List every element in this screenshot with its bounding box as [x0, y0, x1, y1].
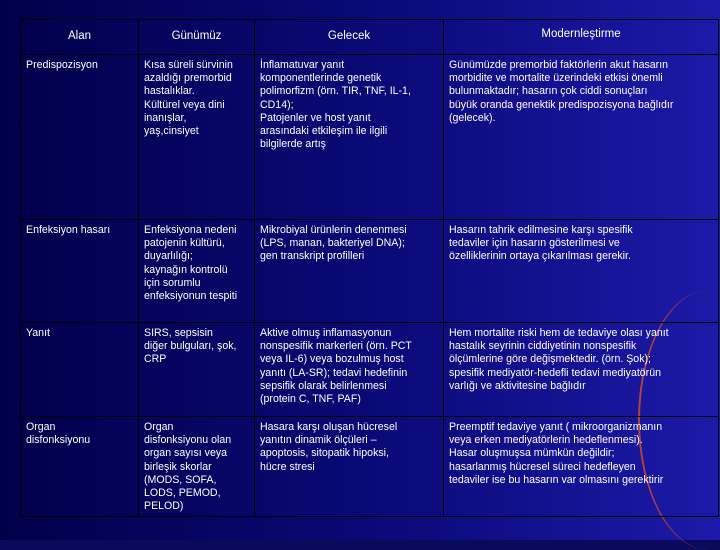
cell-text-line: Hasara karşı oluşan hücresel	[260, 421, 398, 433]
cell-text-line: gen transkript profilleri	[260, 250, 365, 263]
cell-text-line: varlığı ve aktivitesine bağlıdır	[449, 379, 586, 392]
table-cell-alan	[21, 417, 139, 517]
cell-text-line: nonspesifik markerleri (örn. PCT	[260, 340, 412, 353]
cell-text-line: bulunmaktadır; hasarın çok ciddi sonuçları	[449, 85, 648, 98]
cell-text-line: Kültürel veya dini	[144, 98, 225, 111]
cell-text-line: Günümüzde premorbid faktörlerin akut hasarın	[449, 59, 669, 71]
table-cell-modern	[444, 220, 719, 323]
cell-text-line: yanıtın dinamik ölçüleri –	[260, 434, 377, 447]
cell-text-line: Predispozisyon	[26, 59, 98, 71]
table-cell-alan	[21, 220, 139, 323]
cell-text-line: disfonksiyonu olan	[144, 434, 232, 447]
cell-text-line: hastalık seyrinin ciddiyetinin nonspesifik	[449, 340, 637, 353]
cell-text-line: Organ	[144, 421, 174, 433]
cell-text-line: bilgilerde artış	[260, 138, 326, 151]
cell-text-line: (MODS, SOFA,	[144, 473, 217, 486]
cell-text-line: apoptosis, sitopatik hipoksi,	[260, 447, 389, 460]
cell-text-line: birleşik skorlar	[144, 460, 212, 473]
cell-text-line: kaynağın kontrolü	[144, 263, 228, 276]
cell-text-line: Organ	[26, 421, 56, 433]
cell-text-line: patojenin kültürü,	[144, 237, 225, 250]
cell-text-line: SIRS, sepsisin	[144, 327, 213, 339]
cell-text-line: Enfeksiyon hasarı	[26, 224, 111, 236]
table-row	[21, 323, 719, 417]
cell-text-line: spesifik mediyatör-hedefli tedavi mediyatörün	[449, 366, 661, 379]
cell-text-line: sepsifik olarak belirlenmesi	[260, 379, 387, 392]
table-cell-modern	[444, 55, 719, 220]
cell-text-line: (protein C, TNF, PAF)	[260, 393, 361, 406]
cell-text-line: Aktive olmuş inflamasyonun	[260, 327, 392, 339]
cell-text-line: Patojenler ve host yanıt	[260, 111, 371, 124]
cell-text-line: organ sayısı veya	[144, 447, 228, 460]
table-row	[21, 417, 719, 517]
header-row	[21, 20, 719, 55]
cell-text-line: yaş,cinsiyet	[144, 125, 199, 138]
table-cell-gunumuz	[139, 323, 255, 417]
cell-text-line: morbidite ve mortalite üzerindeki etkisi önemli	[449, 72, 663, 85]
cell-text-line: arasındaki etkileşim ile ilgili	[260, 125, 388, 138]
cell-text-line: tedaviler ise bu hasarın var olmasını gerektirir	[449, 473, 664, 486]
cell-text-line: için sorumlu	[144, 276, 201, 289]
table-cell-gelecek	[255, 323, 444, 417]
cell-text-line: veya erken mediyatörlerin hedeflenmesi).	[449, 434, 643, 447]
cell-text-line: CD14);	[260, 98, 294, 111]
table-cell-alan	[21, 323, 139, 417]
cell-text-line: İnflamatuvar yanıt	[260, 59, 345, 71]
cell-text-line: hücre stresi	[260, 460, 315, 473]
cell-text-line: hasarlanmış hücresel süreci hedefleyen	[449, 460, 636, 473]
cell-text-line: diğer bulguları, şok,	[144, 340, 237, 353]
cell-text-line: polimorfizm (örn. TIR, TNF, IL-1,	[260, 85, 411, 98]
table-cell-gelecek	[255, 417, 444, 517]
cell-text-line: Hasarın tahrik edilmesine karşı spesifik	[449, 224, 633, 236]
cell-text-line: Hasar oluşmuşsa mümkün değildir;	[449, 447, 615, 460]
cell-text-line: (LPS, manan, bakteriyel DNA);	[260, 237, 405, 250]
table-row	[21, 220, 719, 323]
cell-text-line: Preemptif tedaviye yanıt ( mikroorganizmanın	[449, 421, 663, 433]
table-cell-gelecek	[255, 220, 444, 323]
cell-text-line: komponentlerinde genetik	[260, 72, 382, 85]
header-gunumuz: Günümüz	[139, 20, 255, 55]
table-cell-gunumuz	[139, 417, 255, 517]
cell-text-line: tedaviler için hasarın gösterilmesi ve	[449, 237, 620, 250]
header-alan: Alan	[21, 20, 139, 55]
cell-text-line: CRP	[144, 353, 167, 366]
cell-text-line: Kısa süreli sürvinin	[144, 59, 233, 71]
table-cell-gunumuz	[139, 220, 255, 323]
cell-text-line: yanıtı (LA-SR); tedavi hedefinin	[260, 366, 408, 379]
table-cell-modern	[444, 417, 719, 517]
cell-text-line: özelliklerinin ortaya çıkarılması gerekir.	[449, 250, 631, 263]
cell-text-line: Hem mortalite riski hem de tedaviye olası yanıt	[449, 327, 669, 339]
cell-text-line: azaldığı premorbid	[144, 72, 232, 85]
cell-text-line: ölçümlerine göre değişmektedir. (örn. Şok);	[449, 353, 651, 366]
table-cell-modern	[444, 323, 719, 417]
cell-text-line: disfonksiyonu	[26, 434, 91, 447]
table-cell-gelecek	[255, 55, 444, 220]
sepsis-staging-table	[20, 19, 719, 517]
cell-text-line: PELOD)	[144, 500, 184, 513]
cell-text-line: büyük oranda genektik predispozisyona bağlıdır	[449, 98, 674, 111]
header-modernlestirme: Modernleştirme	[444, 20, 719, 55]
cell-text-line: Enfeksiyona nedeni	[144, 224, 237, 236]
table-cell-gunumuz	[139, 55, 255, 220]
cell-text-line: (gelecek).	[449, 111, 496, 124]
cell-text-line: Yanıt	[26, 327, 50, 339]
cell-text-line: veya IL-6) veya bozulmuş host	[260, 353, 404, 366]
cell-text-line: Mikrobiyal ürünlerin denenmesi	[260, 224, 407, 236]
header-gelecek: Gelecek	[255, 20, 444, 55]
cell-text-line: LODS, PEMOD,	[144, 487, 221, 500]
table-row	[21, 55, 719, 220]
cell-text-line: duyarlılığı;	[144, 250, 193, 263]
cell-text-line: enfeksiyonun tespiti	[144, 290, 238, 303]
cell-text-line: hastalıklar.	[144, 85, 195, 98]
cell-text-line: inanışlar,	[144, 111, 187, 124]
table-cell-alan	[21, 55, 139, 220]
